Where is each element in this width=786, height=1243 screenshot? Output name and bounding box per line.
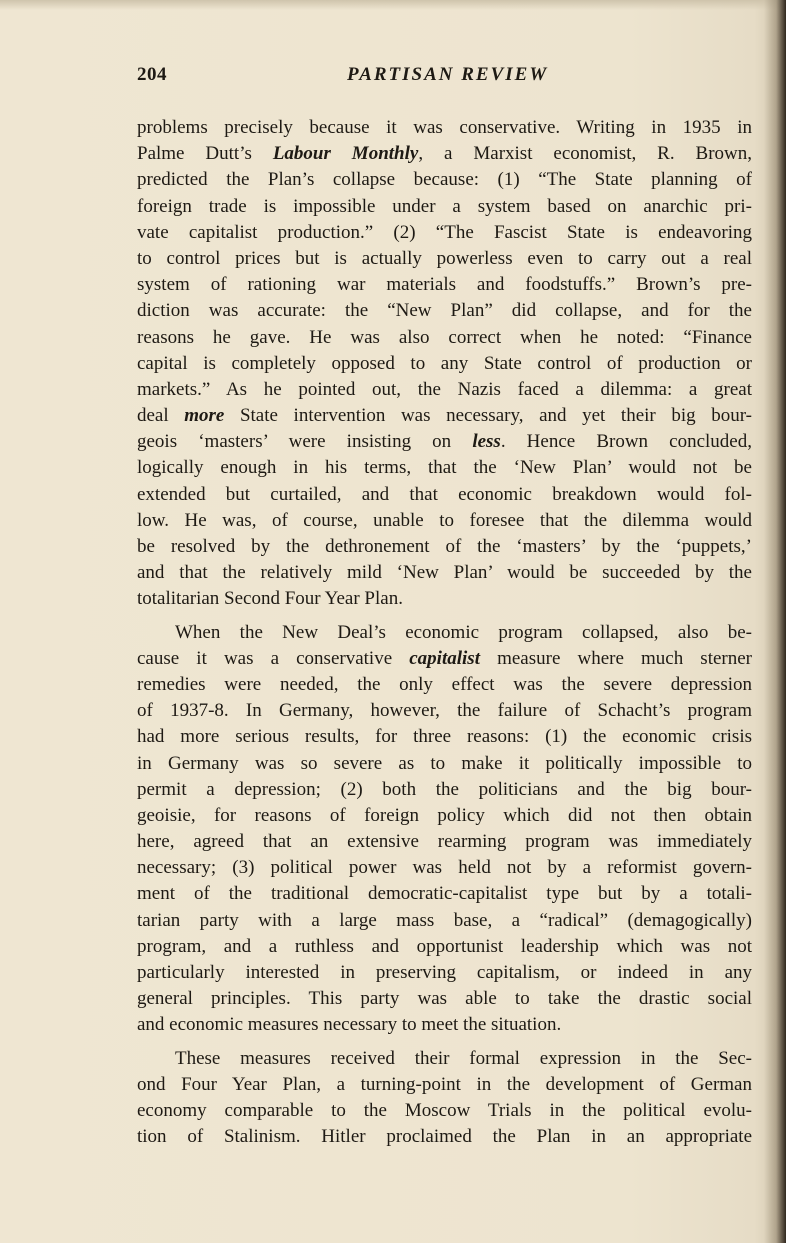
text-line: diction was accurate: the “New Plan” did collapse, and for the bbox=[137, 300, 752, 322]
text-line: vate capitalist production.” (2) “The Fascist State is endeavoring bbox=[137, 221, 752, 243]
paragraph-gap bbox=[137, 1039, 752, 1046]
paragraph bbox=[137, 620, 752, 1039]
text-line: of 1937-8. In Germany, however, the failure of Schacht’s program bbox=[137, 700, 752, 722]
paragraph bbox=[137, 1046, 752, 1151]
text-line: reasons he gave. He was also correct when he noted: “Finance bbox=[137, 326, 752, 348]
text-line: These measures received their formal expression in the Sec- bbox=[175, 1047, 752, 1069]
page-top-edge bbox=[0, 0, 786, 10]
text-line: logically enough in his terms, that the ‘New Plan’ would not be bbox=[137, 457, 752, 479]
text-line: extended but curtailed, and that economic breakdown would fol- bbox=[137, 483, 752, 505]
text-line: geoisie, for reasons of foreign policy which did not then obtain bbox=[137, 804, 752, 826]
text-line: ment of the traditional democratic-capitalist type but by a totali- bbox=[137, 883, 752, 905]
text-line: tarian party with a large mass base, a “radical” (demagogically) bbox=[137, 909, 752, 931]
text-line: capital is completely opposed to any State control of production or bbox=[137, 352, 752, 374]
text-line: deal more State intervention was necessary, and yet their big bour- bbox=[137, 405, 752, 427]
text-line: markets.” As he pointed out, the Nazis faced a dilemma: a great bbox=[137, 378, 752, 400]
text-line: had more serious results, for three reasons: (1) the economic crisis bbox=[137, 726, 752, 748]
text-line: problems precisely because it was conservative. Writing in 1935 in bbox=[137, 117, 752, 138]
text-line: ond Four Year Plan, a turning-point in the development of German bbox=[137, 1073, 752, 1095]
text-line: low. He was, of course, unable to foresee that the dilemma would bbox=[137, 509, 752, 531]
text-line: in Germany was so severe as to make it politically impossible to bbox=[137, 752, 752, 774]
text-line: remedies were needed, the only effect was the severe depression bbox=[137, 673, 752, 695]
paragraph bbox=[137, 115, 752, 613]
text-line: system of rationing war materials and foodstuffs.” Brown’s pre- bbox=[137, 274, 752, 296]
binding-shadow bbox=[764, 0, 786, 1243]
italic-emphasis: less bbox=[472, 431, 501, 453]
italic-emphasis: more bbox=[184, 405, 225, 427]
page-header bbox=[137, 64, 752, 90]
text-line: particularly interested in preserving capitalism, or indeed in any bbox=[137, 962, 752, 983]
text-line: general principles. This party was able to take the drastic social bbox=[137, 988, 752, 1010]
text-line: Palme Dutt’s Labour Monthly, a Marxist economist, R. Brown, bbox=[137, 143, 752, 165]
body-text bbox=[137, 115, 752, 1150]
text-line: and that the relatively mild ‘New Plan’ would be succeeded by the bbox=[137, 562, 752, 584]
italic-emphasis: Labour Monthly bbox=[272, 143, 419, 165]
text-line: necessary; (3) political power was held not by a reformist govern- bbox=[137, 857, 752, 879]
page-number: 204 bbox=[137, 64, 167, 85]
running-title: PARTISAN REVIEW bbox=[347, 64, 549, 85]
text-line: geois ‘masters’ were insisting on less. Hence Brown concluded, bbox=[137, 431, 752, 453]
paragraph-gap bbox=[137, 613, 752, 620]
text-line: foreign trade is impossible under a system based on anarchic pri- bbox=[137, 195, 752, 217]
text-line: When the New Deal’s economic program collapsed, also be- bbox=[175, 621, 752, 643]
italic-emphasis: capitalist bbox=[409, 647, 480, 669]
text-line: here, agreed that an extensive rearming program was immediately bbox=[137, 831, 752, 853]
text-line: predicted the Plan’s collapse because: (1) “The State planning of bbox=[137, 169, 752, 191]
text-line: totalitarian Second Four Year Plan. bbox=[137, 588, 403, 610]
text-line: permit a depression; (2) both the politicians and the big bour- bbox=[137, 778, 752, 800]
text-line: tion of Stalinism. Hitler proclaimed the Plan in an appropriate bbox=[137, 1126, 752, 1148]
text-line: cause it was a conservative capitalist measure where much sterner bbox=[137, 647, 752, 669]
text-line: economy comparable to the Moscow Trials in the political evolu- bbox=[137, 1099, 752, 1121]
text-line: program, and a ruthless and opportunist leadership which was not bbox=[137, 935, 752, 957]
text-line: and economic measures necessary to meet the situation. bbox=[137, 1014, 562, 1036]
text-line: be resolved by the dethronement of the ‘masters’ by the ‘puppets,’ bbox=[137, 536, 752, 557]
text-line: to control prices but is actually powerless even to carry out a real bbox=[137, 247, 752, 269]
